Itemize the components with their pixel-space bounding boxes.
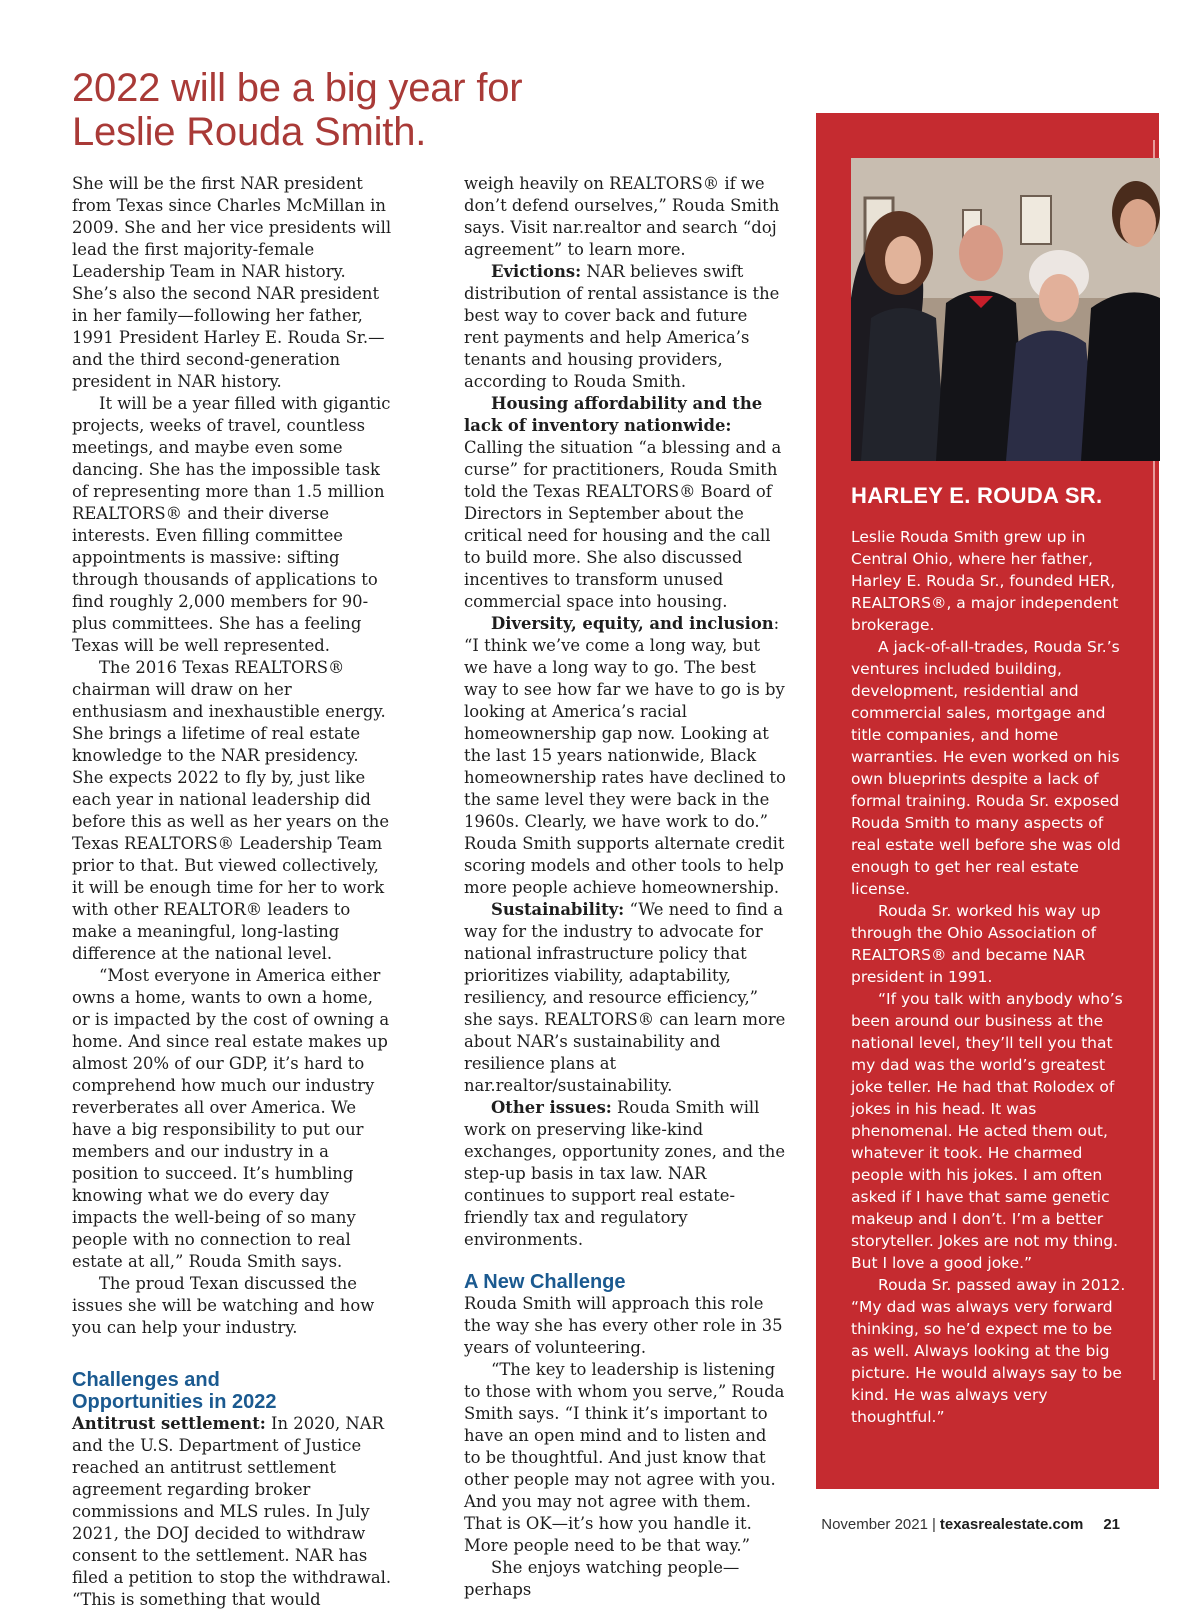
paragraph-diversity: [464, 613, 786, 899]
lead-in: Other issues:: [491, 1098, 612, 1117]
headline: [72, 66, 772, 154]
paragraph-housing: [464, 393, 786, 613]
paragraph: The 2016 Texas REALTORS® chairman will draw on her enthusiasm and inexhaustible energy. She brings a lifetime of real estate knowledge to the NAR presidency. She expects 2022 to fly by, just like each year in national leadership did before this as well as her years on the Texas REALTORS® Leadership Team prior to that. But viewed collectively, it will be enough time for her to work with other REALTOR® leaders to make a meaningful, long-lasting difference at the national level.: [72, 658, 390, 963]
paragraph: “The key to leadership is listening to those with whom you serve,” Rouda Smith says. “I think it’s important to have an open mind and to listen and to be thoughtful. And just know that other people may not agree with you. And you may not agree with them. That is OK—it’s how you handle it. More people need to be that way.”: [464, 1360, 785, 1555]
lead-in: Sustainability:: [491, 900, 625, 919]
section-heading-challenges: [72, 1369, 392, 1413]
article-column-right: [464, 173, 786, 1601]
paragraph: Rouda Smith will approach this role the way she has every other role in 35 years of volunteering.: [464, 1294, 783, 1357]
sidebar-paragraph: “If you talk with anybody who’s been around our business at the national level, they’ll tell you that my dad was the world’s greatest joke teller. He had that Rolodex of jokes in his head. It was phenomenal. He acted them out, whatever it took. He charmed people with his jokes. I am often asked if I have that same genetic makeup and I don’t. I’m a better storyteller. Jokes are not my thing. But I love a good joke.”: [851, 990, 1123, 1272]
paragraph-text: Calling the situation “a blessing and a curse” for practitioners, Rouda Smith told the Texas REALTORS® Board of Directors in September about the critical need for housing and the call to build more. She also discussed incentives to transform unused commercial space into housing.: [464, 438, 782, 611]
page-footer: [760, 1515, 1120, 1535]
family-photo: [851, 158, 1160, 461]
sidebar-paragraph: A jack-of-all-trades, Rouda Sr.’s ventures included building, development, residential and commercial sales, mortgage and title companies, and home warranties. He even worked on his own blueprints despite a lack of formal training. Rouda Sr. exposed Rouda Smith to many aspects of real estate well before she was old enough to get her real estate license.: [851, 638, 1121, 898]
family-photo-illustration: [851, 158, 1160, 461]
paragraph: She enjoys watching people—perhaps: [464, 1558, 740, 1599]
article-column-left: [72, 173, 392, 1611]
lead-in: Antitrust settlement:: [72, 1414, 266, 1433]
paragraph-sustainability: [464, 899, 786, 1097]
paragraph-text: Rouda Smith will work on preserving like-kind exchanges, opportunity zones, and the step-up basis in tax law. NAR continues to support real estate-friendly tax and regulatory environments.: [464, 1098, 786, 1249]
headline-line2: Leslie Rouda Smith.: [72, 110, 427, 154]
lead-in: Housing affordability and the lack of inventory nationwide:: [464, 394, 763, 435]
paragraph-text: : “I think we’ve come a long way, but we have a long way to go. The best way to see how far we have to go is by looking at America’s racial homeownership gap now. Looking at the last 15 years nationwide, Black homeownership rates have declined to the same level they were back in the 1960s. Clearly, we have work to do.” Rouda Smith supports alternate credit scoring models and other tools to help more people achieve homeownership.: [464, 614, 786, 897]
paragraph-other-issues: [464, 1097, 786, 1251]
lead-in: Evictions:: [491, 262, 582, 281]
site-url: texasrealestate.com: [939, 1516, 1084, 1533]
footer-separator: |: [931, 1516, 936, 1533]
section-heading-line2: Opportunities in 2022: [72, 1391, 277, 1413]
paragraph: She will be the first NAR president from Texas since Charles McMillan in 2009. She and her vice presidents will lead the first majority-female Leadership Team in NAR history. She’s also the second NAR president in her family—following her father, 1991 President Harley E. Rouda Sr.—and the third second-generation president in NAR history.: [72, 174, 392, 391]
paragraph-antitrust: [72, 1413, 392, 1611]
issue-date: November 2021: [821, 1516, 928, 1533]
sidebar-title: HARLEY E. ROUDA SR.: [851, 483, 1103, 508]
lead-in: Diversity, equity, and inclusion: [491, 614, 774, 633]
paragraph: weigh heavily on REALTORS® if we don’t defend ourselves,” Rouda Smith says. Visit nar.realtor and search “doj agreement” to learn more.: [464, 174, 780, 259]
headline-line1: 2022 will be a big year for: [72, 66, 523, 110]
sidebar-paragraph: Leslie Rouda Smith grew up in Central Ohio, where her father, Harley E. Rouda Sr., founded HER, REALTORS®, a major independent brokerage.: [851, 528, 1119, 634]
page-number: 21: [1103, 1516, 1120, 1533]
section-heading-line1: Challenges and: [72, 1369, 220, 1391]
paragraph-evictions: [464, 261, 786, 393]
paragraph-text: “We need to find a way for the industry to advocate for national infrastructure policy that prioritizes viability, adaptability, resiliency, and resource efficiency,” she says. REALTORS® can learn more about NAR’s sustainability and resilience plans at nar.realtor/sustainability.: [464, 900, 786, 1095]
sidebar-paragraph: Rouda Sr. passed away in 2012. “My dad was always very forward thinking, so he’d expect me to be as well. Always looking at the big picture. He would always say to be kind. He was always very thoughtful.”: [851, 1276, 1126, 1426]
paragraph-text: NAR believes swift distribution of rental assistance is the best way to cover back and future rent payments and help America’s tenants and housing providers, according to Rouda Smith.: [464, 262, 780, 391]
paragraph: “Most everyone in America either owns a home, wants to own a home, or is impacted by the cost of owning a home. And since real estate makes up almost 20% of our GDP, it’s hard to comprehend how much our industry reverberates all over America. We have a big responsibility to put our members and our industry in a position to succeed. It’s humbling knowing what we do every day impacts the well-being of so many people with no connection to real estate at all,” Rouda Smith says.: [72, 966, 390, 1271]
paragraph: It will be a year filled with gigantic projects, weeks of travel, countless meetings, and maybe even some dancing. She has the impossible task of representing more than 1.5 million REALTORS® and their diverse interests. Even filling committee appointments is massive: sifting through thousands of applications to find roughly 2,000 members for 90-plus committees. She has a feeling Texas will be well represented.: [72, 394, 391, 655]
sidebar-text: [851, 526, 1133, 1428]
sidebar-paragraph: Rouda Sr. worked his way up through the Ohio Association of REALTORS® and became NAR president in 1991.: [851, 902, 1101, 986]
section-heading-new-challenge: A New Challenge: [464, 1271, 626, 1293]
paragraph: The proud Texan discussed the issues she will be watching and how you can help your industry.: [72, 1274, 375, 1337]
paragraph-text: In 2020, NAR and the U.S. Department of Justice reached an antitrust settlement agreement regarding broker commissions and MLS rules. In July 2021, the DOJ decided to withdraw consent to the settlement. NAR has filed a petition to stop the withdrawal. “This is something that would: [72, 1414, 392, 1609]
